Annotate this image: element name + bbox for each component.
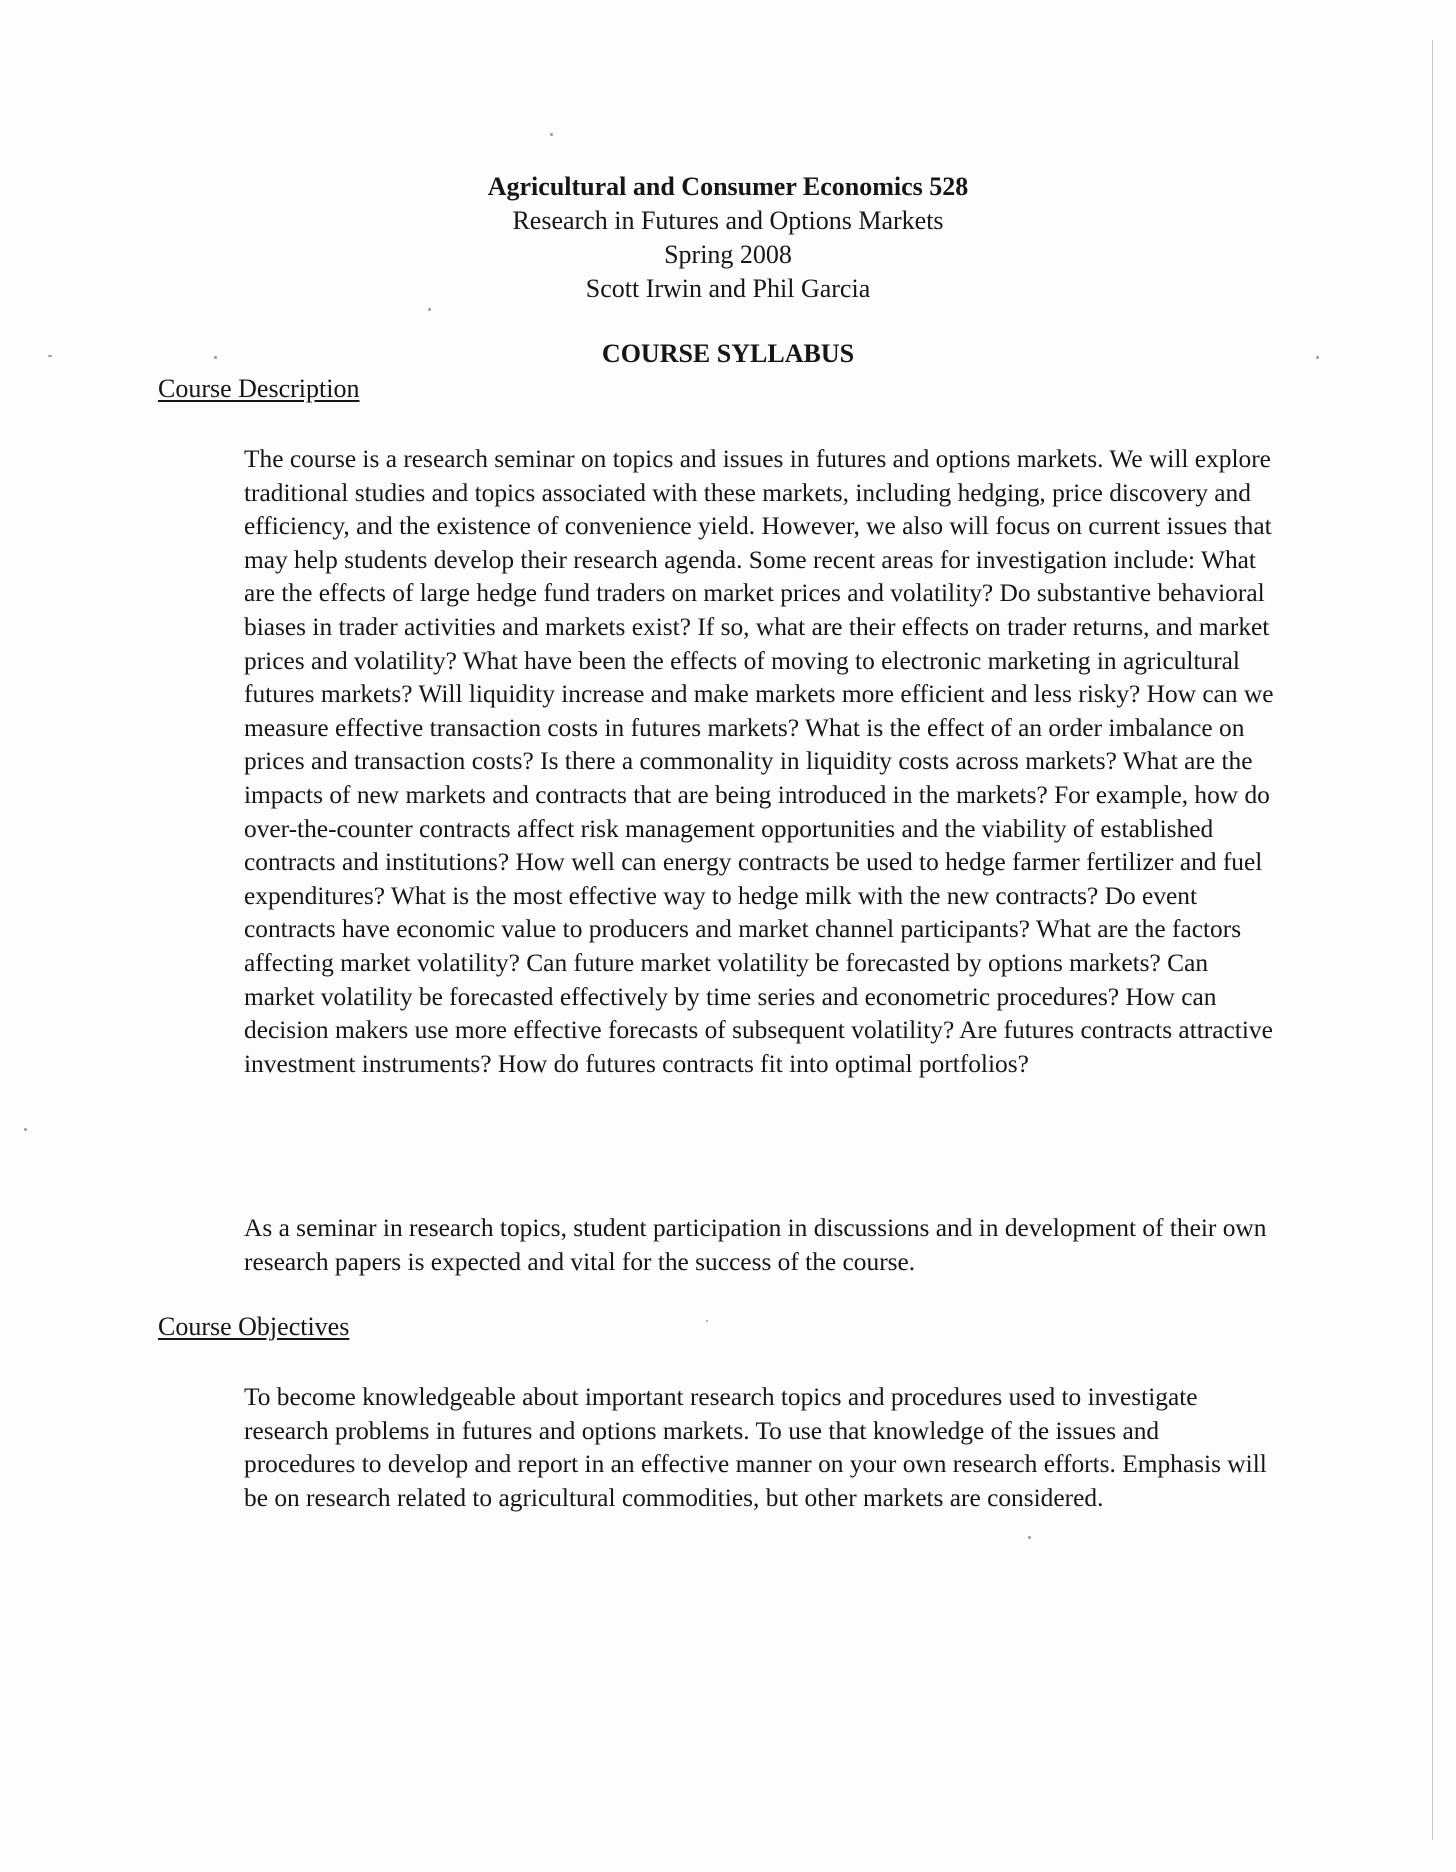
scan-speck xyxy=(428,308,431,311)
document-header xyxy=(0,170,1456,306)
scan-speck xyxy=(550,133,553,136)
course-title: Agricultural and Consumer Economics 528 xyxy=(487,172,969,201)
scan-speck xyxy=(1028,1536,1031,1539)
course-description-paragraph-1: The course is a research seminar on topics and issues in futures and options markets. We will explore traditional studies and topics associated with these markets, including hedging, price discovery and efficiency, and the existence of convenience yield. However, we also will focus on current issues that may help students develop their research agenda. Some recent areas for investigation include: What are the effects of large hedge fund traders on market prices and volatility? Do substantive behavioral biases in trader activities and markets exist? If so, what are their effects on trader returns, and market prices and volatility? What have been the effects of moving to electronic marketing in agricultural futures markets? Will liquidity increase and make markets more efficient and less risky? How can we measure effective transaction costs in futures markets? What is the effect of an order imbalance on prices and transaction costs? Is there a commonality in liquidity costs across markets? What are the impacts of new markets and contracts that are being introduced in the markets? For example, how do over-the-counter contracts affect risk management opportunities and the viability of established contracts and institutions? How well can energy contracts be used to hedge farmer fertilizer and fuel expenditures? What is the most effective way to hedge milk with the new contracts? Do event contracts have economic value to producers and market channel participants? What are the factors affecting market volatility? Can future market volatility be forecasted by options markets? Can market volatility be forecasted effectively by time series and econometric procedures? How can decision makers use more effective forecasts of subsequent volatility? Are futures contracts attractive investment instruments? How do futures contracts fit into optimal portfolios? xyxy=(244,445,1274,1078)
course-description-heading: Course Description xyxy=(158,374,360,403)
scan-edge-line xyxy=(1432,40,1433,1840)
course-term: Spring 2008 xyxy=(664,240,792,269)
course-objectives-paragraph: To become knowledgeable about important research topics and procedures used to investigate research problems in futures and options markets. To use that knowledge of the issues and procedures to develop and report in an effective manner on your own research efforts. Emphasis will be on research related to agricultural commodities, but other markets are considered. xyxy=(244,1383,1267,1512)
course-description-paragraph-2: As a seminar in research topics, student participation in discussions and in development of their own research papers is expected and vital for the success of the course. xyxy=(244,1214,1267,1276)
course-instructors: Scott Irwin and Phil Garcia xyxy=(585,274,871,303)
scan-speck xyxy=(706,1320,708,1322)
course-subtitle: Research in Futures and Options Markets xyxy=(512,206,944,235)
syllabus-title: COURSE SYLLABUS xyxy=(601,339,855,368)
scan-speck xyxy=(24,1128,27,1131)
course-objectives-heading: Course Objectives xyxy=(158,1312,350,1341)
